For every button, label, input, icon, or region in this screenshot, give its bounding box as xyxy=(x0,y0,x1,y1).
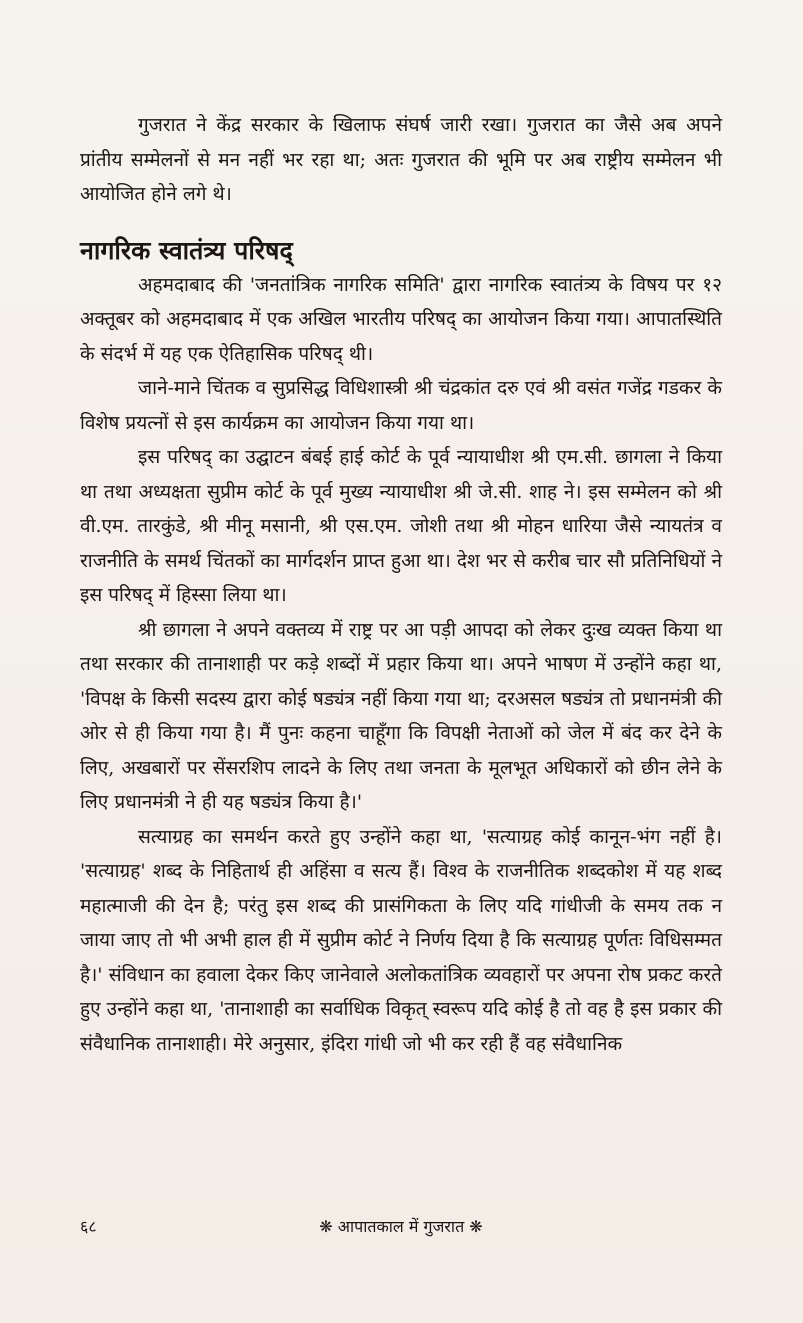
intro-paragraph: गुजरात ने केंद्र सरकार के खिलाफ संघर्ष जारी रखा। गुजरात का जैसे अब अपने प्रांतीय सम्मेलनों से मन नहीं भर रहा था; अतः गुजरात की भूमि पर अब राष्ट्रीय सम्मेलन भी आयोजित होने लगे थे। xyxy=(80,114,722,205)
paragraph-5: सत्याग्रह का समर्थन करते हुए उन्होंने कहा था, 'सत्याग्रह कोई कानून-भंग नहीं है। 'सत्याग्रह' शब्द के निहितार्थ ही अहिंसा व सत्य हैं। विश्व के राजनीतिक शब्दकोश में यह शब्द महात्माजी की देन है; परंतु इस शब्द की प्रासंगिकता के लिए यदि गांधीजी के समय तक न जाया जाए तो भी अभी हाल ही में सुप्रीम कोर्ट ने निर्णय दिया है कि सत्याग्रह पूर्णतः विधिसम्मत है।' संविधान का हवाला देकर किए जानेवाले अलोकतांत्रिक व्यवहारों पर अपना रोष प्रकट करते हुए उन्होंने कहा था, 'तानाशाही का सर्वाधिक विकृत् स्वरूप यदि कोई है तो वह है इस प्रकार की संवैधानिक तानाशाही। मेरे अनुसार, इंदिरा गांधी जो भी कर रही हैं वह संवैधानिक xyxy=(80,825,722,1055)
section-heading: नागरिक स्वातंत्र्य परिषद् xyxy=(80,235,293,265)
page-body xyxy=(80,108,722,1061)
running-title: ❋ आपातकाल में गुजरात ❋ xyxy=(319,1217,483,1236)
paragraph-1: अहमदाबाद की 'जनतांत्रिक नागरिक समिति' द्वारा नागरिक स्वातंत्र्य के विषय पर १२ अक्तूबर को अहमदाबाद में एक अखिल भारतीय परिषद् का आयोजन किया गया। आपातस्थिति के संदर्भ में यह एक ऐतिहासिक परिषद् थी। xyxy=(80,273,722,365)
paragraph-2: जाने-माने चिंतक व सुप्रसिद्ध विधिशास्त्री श्री चंद्रकांत दरु एवं श्री वसंत गजेंद्र गडकर के विशेष प्रयत्नों से इस कार्यक्रम का आयोजन किया गया था। xyxy=(80,377,722,434)
page-number: ६८ xyxy=(80,1217,97,1236)
paragraph-3: इस परिषद् का उद्घाटन बंबई हाई कोर्ट के पूर्व न्यायाधीश श्री एम.सी. छागला ने किया था तथा अध्यक्षता सुप्रीम कोर्ट के पूर्व मुख्य न्यायाधीश श्री जे.सी. शाह ने। इस सम्मेलन को श्री वी.एम. तारकुंडे, श्री मीनू मसानी, श्री एस.एम. जोशी तथा श्री मोहन धारिया जैसे न्यायतंत्र व राजनीति के समर्थ चिंतकों का मार्गदर्शन प्राप्त हुआ था। देश भर से करीब चार सौ प्रतिनिधियों ने इस परिषद् में हिस्सा लिया था। xyxy=(80,446,722,606)
paragraph-4: श्री छागला ने अपने वक्तव्य में राष्ट्र पर आ पड़ी आपदा को लेकर दुःख व्यक्त किया था तथा सरकार की तानाशाही पर कड़े शब्दों में प्रहार किया था। अपने भाषण में उन्होंने कहा था, 'विपक्ष के किसी सदस्य द्वारा कोई षड्यंत्र नहीं किया गया था; दरअसल षड्यंत्र तो प्रधानमंत्री की ओर से ही किया गया है। मैं पुनः कहना चाहूँगा कि विपक्षी नेताओं को जेल में बंद कर देने के लिए, अखबारों पर सेंसरशिप लादने के लिए तथा जनता के मूलभूत अधिकारों को छीन लेने के लिए प्रधानमंत्री ने ही यह षड्यंत्र किया है।' xyxy=(80,618,722,813)
